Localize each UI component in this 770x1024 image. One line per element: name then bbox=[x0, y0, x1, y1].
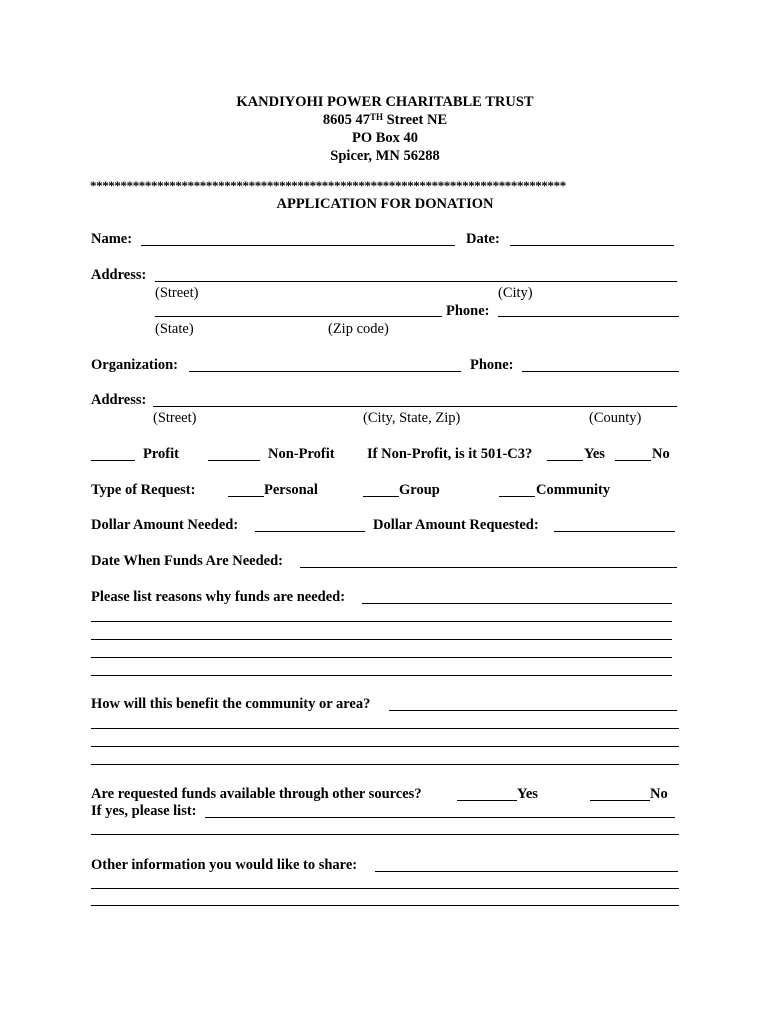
separator-stars: ****************************************************************************** bbox=[90, 178, 566, 193]
street-city-field[interactable] bbox=[155, 281, 677, 282]
state-zip-field[interactable] bbox=[155, 316, 442, 317]
street-suffix: TH bbox=[369, 112, 383, 122]
city-state-zip: Spicer, MN 56288 bbox=[330, 148, 440, 164]
benefit-field-2[interactable] bbox=[91, 728, 679, 729]
benefit-field-3[interactable] bbox=[91, 746, 679, 747]
other-sources-no-blank[interactable] bbox=[590, 800, 650, 801]
group-blank[interactable] bbox=[363, 496, 399, 497]
org-address-label: Address: bbox=[91, 392, 147, 408]
phone-field[interactable] bbox=[498, 316, 679, 317]
date-label: Date: bbox=[466, 231, 500, 247]
date-needed-field[interactable] bbox=[300, 567, 677, 568]
benefit-field-4[interactable] bbox=[91, 764, 679, 765]
benefit-label: How will this benefit the community or area? bbox=[91, 696, 371, 712]
state-hint: (State) bbox=[155, 321, 194, 337]
501c3-yes-label: Yes bbox=[584, 446, 605, 462]
profit-label: Profit bbox=[143, 446, 179, 462]
501c3-no-label: No bbox=[652, 446, 670, 462]
community-blank[interactable] bbox=[499, 496, 535, 497]
other-sources-no-label: No bbox=[650, 786, 668, 802]
zip-hint: (Zip code) bbox=[328, 321, 389, 337]
other-info-field-2[interactable] bbox=[91, 888, 679, 889]
street-hint: (Street) bbox=[155, 285, 199, 301]
reasons-label: Please list reasons why funds are needed: bbox=[91, 589, 346, 605]
amount-needed-field[interactable] bbox=[255, 531, 365, 532]
county-hint: (County) bbox=[589, 410, 642, 426]
org-address-field[interactable] bbox=[153, 406, 677, 407]
city-hint: (City) bbox=[498, 285, 533, 301]
if-yes-label: If yes, please list: bbox=[91, 803, 197, 819]
reasons-field-4[interactable] bbox=[91, 657, 672, 658]
other-info-field-1[interactable] bbox=[375, 871, 678, 872]
nonprofit-label: Non-Profit bbox=[268, 446, 335, 462]
personal-label: Personal bbox=[264, 482, 318, 498]
501c3-no-blank[interactable] bbox=[615, 460, 651, 461]
org-phone-label: Phone: bbox=[470, 357, 514, 373]
name-field[interactable] bbox=[141, 245, 455, 246]
profit-blank[interactable] bbox=[91, 460, 135, 461]
personal-blank[interactable] bbox=[228, 496, 264, 497]
community-label: Community bbox=[536, 482, 611, 498]
date-needed-label: Date When Funds Are Needed: bbox=[91, 553, 283, 569]
amount-needed-label: Dollar Amount Needed: bbox=[91, 517, 239, 533]
street-name: Street NE bbox=[382, 112, 448, 128]
if-yes-field-1[interactable] bbox=[205, 817, 675, 818]
other-info-field-3[interactable] bbox=[91, 905, 679, 906]
street-number: 8605 47 bbox=[322, 112, 370, 128]
other-sources-label: Are requested funds available through other sources? bbox=[91, 786, 422, 802]
reasons-field-5[interactable] bbox=[91, 675, 672, 676]
org-city-hint: (City, State, Zip) bbox=[363, 410, 461, 426]
date-field[interactable] bbox=[510, 245, 674, 246]
amount-requested-label: Dollar Amount Requested: bbox=[373, 517, 539, 533]
reasons-field-2[interactable] bbox=[91, 621, 672, 622]
501c3-yes-blank[interactable] bbox=[547, 460, 583, 461]
form-title: APPLICATION FOR DONATION bbox=[276, 196, 494, 212]
organization-field[interactable] bbox=[189, 371, 461, 372]
street-address bbox=[0, 111, 770, 129]
other-sources-yes-label: Yes bbox=[517, 786, 538, 802]
amount-requested-field[interactable] bbox=[554, 531, 675, 532]
group-label: Group bbox=[399, 482, 440, 498]
other-sources-yes-blank[interactable] bbox=[457, 800, 517, 801]
phone-label: Phone: bbox=[446, 303, 490, 319]
po-box: PO Box 40 bbox=[351, 130, 419, 146]
reasons-field-1[interactable] bbox=[362, 603, 672, 604]
other-info-label: Other information you would like to share: bbox=[91, 857, 358, 873]
nonprofit-blank[interactable] bbox=[208, 460, 260, 461]
request-type-label: Type of Request: bbox=[91, 482, 196, 498]
nonprofit-question: If Non-Profit, is it 501-C3? bbox=[367, 446, 533, 462]
org-phone-field[interactable] bbox=[522, 371, 679, 372]
benefit-field-1[interactable] bbox=[389, 710, 677, 711]
org-street-hint: (Street) bbox=[153, 410, 197, 426]
reasons-field-3[interactable] bbox=[91, 639, 672, 640]
address-label: Address: bbox=[91, 267, 147, 283]
if-yes-field-2[interactable] bbox=[91, 834, 679, 835]
name-label: Name: bbox=[91, 231, 133, 247]
org-name: KANDIYOHI POWER CHARITABLE TRUST bbox=[236, 94, 534, 110]
organization-label: Organization: bbox=[91, 357, 178, 373]
